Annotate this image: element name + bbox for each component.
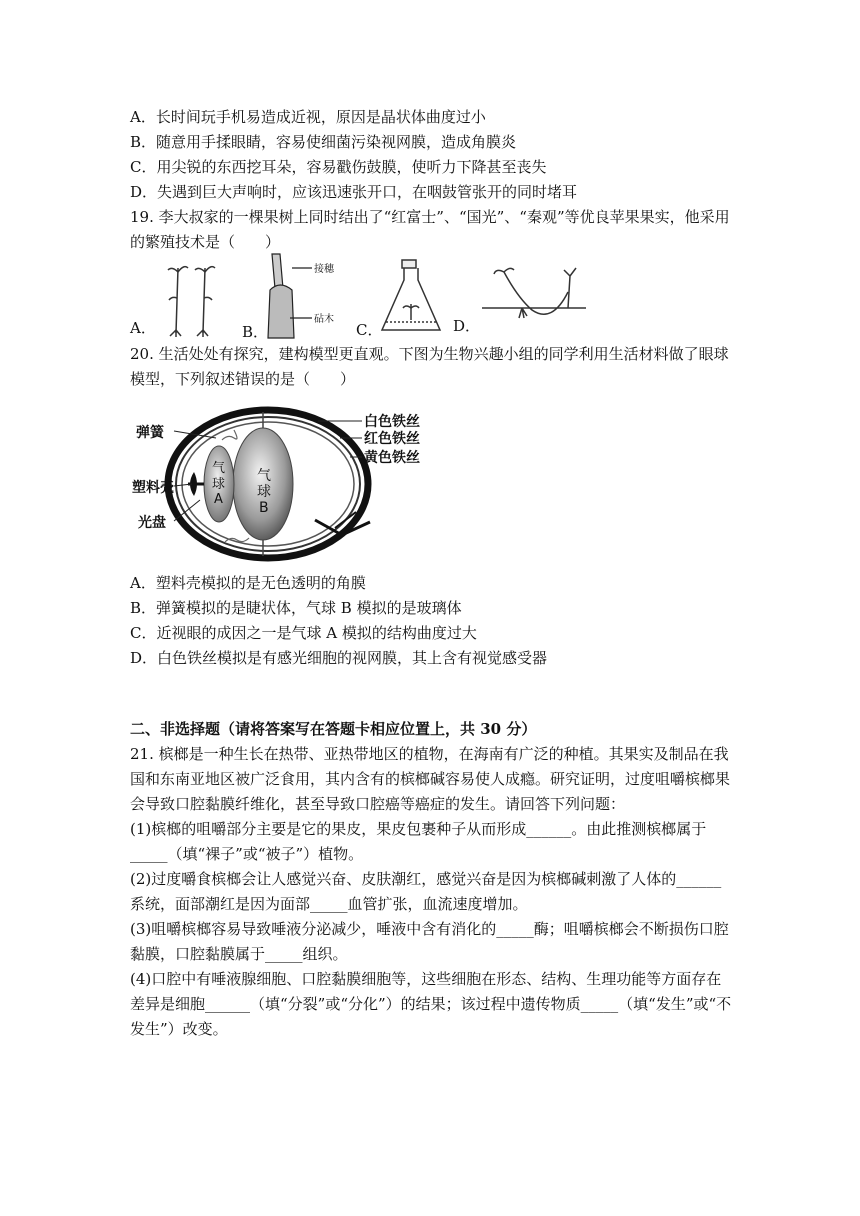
- q21-line: (3)咀嚼槟榔容易导致唾液分泌减少，唾液中含有消化的_____酶；咀嚼槟榔会不断损伤口腔: [130, 920, 729, 938]
- q21-line: _____（填“裸子”或“被子”）植物。: [130, 845, 364, 863]
- q21-line: 发生”）改变。: [130, 1020, 228, 1038]
- white-wire-label: 白色铁丝: [364, 414, 420, 430]
- q21-line: (2)过度嚼食槟榔会让人感觉兴奋、皮肤潮红，感觉兴奋是因为槟榔碱刺激了人体的______: [130, 870, 722, 888]
- q20-option-d: D．白色铁丝模拟是有感光细胞的视网膜，其上含有视觉感受器: [130, 649, 548, 667]
- q21-line: 差异是细胞______（填“分裂”或“分化”）的结果；该过程中遗传物质_____（填“发生”或“不: [130, 995, 732, 1013]
- q19-option-d-label: D．: [453, 317, 481, 335]
- q19-stem-line1: 19. 李大叔家的一棵果树上同时结出了“红富士”、“国光”、“秦观”等优良苹果果实，他采用: [130, 208, 730, 226]
- layering-figure: [482, 262, 586, 328]
- q20-stem-line1: 20. 生活处处有探究，建构模型更直观。下图为生物兴趣小组的同学利用生活材料做了眼球: [130, 345, 729, 363]
- q19-option-c-label: C．: [356, 321, 383, 339]
- tissue-culture-flask-figure: [376, 258, 446, 336]
- disc-label: 光盘: [138, 515, 166, 531]
- q20-option-c: C．近视眼的成因之一是气球 A 模拟的结构曲度过大: [130, 624, 477, 642]
- yellow-wire-label: 黄色铁丝: [364, 450, 420, 466]
- stock-label: 砧木: [314, 314, 334, 325]
- q20-option-b: B．弹簧模拟的是睫状体，气球 B 模拟的是玻璃体: [130, 599, 462, 617]
- q18-option-c: C．用尖锐的东西挖耳朵，容易戳伤鼓膜，使听力下降甚至丧失: [130, 158, 547, 176]
- q21-line: (4)口腔中有唾液腺细胞、口腔黏膜细胞等，这些细胞在形态、结构、生理功能等方面存在: [130, 970, 722, 988]
- q21-line: 黏膜，口腔黏膜属于_____组织。: [130, 945, 348, 963]
- grafting-figure: [262, 250, 352, 340]
- balloon-b-label-1: 气: [257, 468, 271, 484]
- balloon-a-label-1: 气: [212, 461, 226, 476]
- q21-line: (1)槟榔的咀嚼部分主要是它的果皮，果皮包裹种子从而形成______。由此推测槟榔属于: [130, 820, 707, 838]
- section2-title: 二、非选择题（请将答案写在答题卡相应位置上，共 30 分）: [130, 720, 537, 738]
- q21-line: 21. 槟榔是一种生长在热带、亚热带地区的植物，在海南有广泛的种植。其果实及制品在我: [130, 745, 729, 763]
- q20-stem-line2: 模型，下列叙述错误的是（ ）: [130, 370, 356, 388]
- q21-line: 会导致口腔黏膜纤维化，甚至导致口腔癌等癌症的发生。请回答下列问题：: [130, 795, 626, 813]
- q18-option-d: D．失遇到巨大声响时，应该迅速张开口，在咽鼓管张开的同时堵耳: [130, 183, 578, 201]
- balloon-b-label-3: B: [259, 500, 269, 516]
- scion-label: 接穗: [314, 264, 334, 275]
- q18-option-b: B．随意用手揉眼睛，容易使细菌污染视网膜，造成角膜炎: [130, 133, 517, 151]
- cutting-plants-figure: [158, 258, 228, 338]
- q21-line: 国和东南亚地区被广泛食用，其内含有的槟榔碱容易使人成瘾。研究证明，过度咀嚼槟榔果: [130, 770, 731, 788]
- balloon-b-label-2: 球: [257, 484, 271, 500]
- plastic-shell-label: 塑料壳: [132, 480, 174, 496]
- eyeball-model-figure: [130, 400, 420, 568]
- q18-option-a: A．长时间玩手机易造成近视，原因是晶状体曲度过小: [130, 108, 486, 126]
- balloon-a-label-3: A: [214, 492, 223, 507]
- spring-label: 弹簧: [136, 425, 164, 441]
- q21-line: 系统，面部潮红是因为面部_____血管扩张，血流速度增加。: [130, 895, 528, 913]
- q19-option-b-label: B．: [242, 323, 269, 341]
- q19-option-a-label: A．: [130, 319, 156, 337]
- balloon-a-label-2: 球: [212, 477, 226, 492]
- q20-option-a: A．塑料壳模拟的是无色透明的角膜: [130, 574, 366, 592]
- q19-stem-line2: 的繁殖技术是（ ）: [130, 233, 281, 251]
- red-wire-label: 红色铁丝: [364, 431, 420, 447]
